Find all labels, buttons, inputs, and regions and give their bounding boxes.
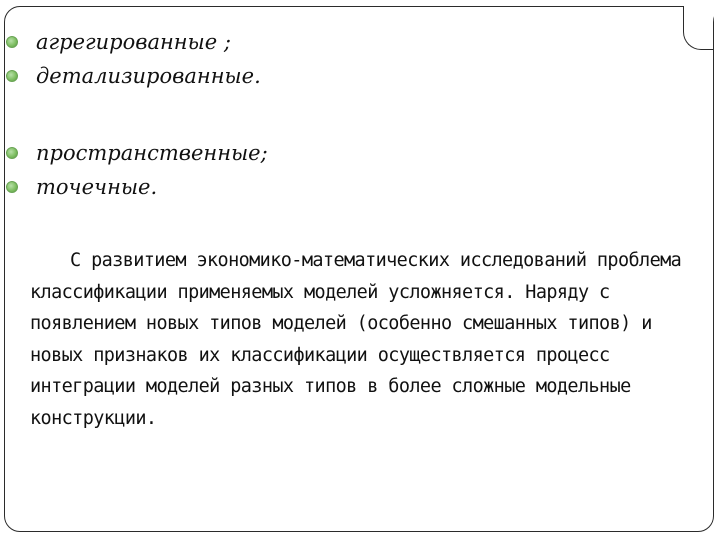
slide-corner-tab <box>683 6 713 50</box>
bullet-dot-icon <box>6 70 18 82</box>
bullet-dot-icon <box>6 36 18 48</box>
bullet-dot-icon <box>6 147 18 159</box>
list-item-text: пространственные; <box>36 141 268 165</box>
list-item-text: точечные. <box>36 175 158 199</box>
body-paragraph: С развитием экономико-математических исследований проблема классификации применяемых моделей усложняется. Наряду с появлением новых типов моделей (особенно смешанных типов) и новых признаков их классификации осуществляется процесс интеграции моделей разных типов в более сложные модельные конструкции. <box>30 250 682 429</box>
list-item-text: агрегированные ; <box>36 30 231 54</box>
bullet-dot-icon <box>6 181 18 193</box>
list-item-text: детализированные. <box>36 64 261 88</box>
